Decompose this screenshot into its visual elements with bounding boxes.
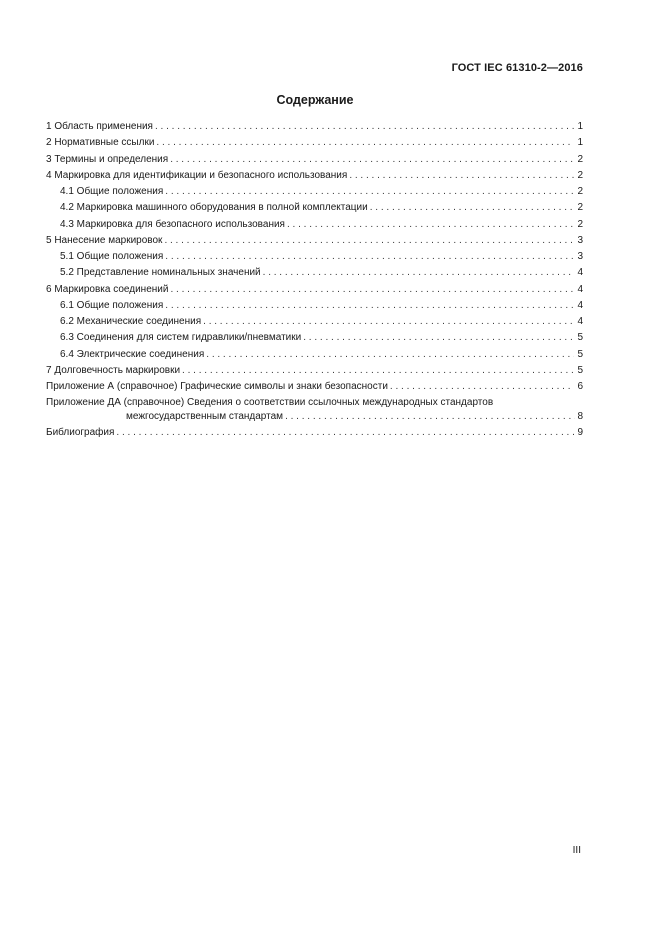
- toc-entry-label: 6.4 Электрические соединения: [60, 348, 205, 360]
- toc-entry-label: 7 Долговечность маркировки: [46, 364, 181, 376]
- toc-leader-dots: [349, 168, 574, 184]
- toc-entry[interactable]: [46, 363, 583, 379]
- toc-page-number: 5: [577, 332, 583, 344]
- toc-leader-dots: [285, 410, 575, 424]
- toc-leader-dots: [206, 347, 574, 363]
- toc-entry-appendix-da[interactable]: [46, 396, 583, 423]
- toc-page-number: 5: [577, 348, 583, 360]
- toc-entry-label: 1 Область применения: [46, 121, 153, 132]
- page-title: Содержание: [276, 93, 354, 107]
- toc-entry[interactable]: [46, 265, 583, 281]
- toc-entry-label: 6.1 Общие положения: [60, 299, 164, 311]
- toc-entry[interactable]: [46, 298, 583, 314]
- toc-leader-dots: [263, 265, 574, 281]
- toc-entry[interactable]: [46, 217, 583, 233]
- toc-entry[interactable]: [46, 347, 583, 363]
- toc-page-number: 2: [577, 202, 583, 214]
- toc-leader-dots: [287, 217, 574, 233]
- toc-entry-label: 6 Маркировка соединений: [46, 283, 169, 295]
- toc-entry[interactable]: [46, 233, 583, 249]
- toc-leader-dots: [303, 330, 574, 346]
- toc-entry-label: Приложение А (справочное) Графические символы и знаки безопасности: [46, 381, 388, 392]
- toc-page-number: 4: [577, 316, 583, 327]
- toc-page-number: 1: [577, 137, 583, 149]
- toc-entry[interactable]: [46, 119, 583, 135]
- toc-page-number: 3: [577, 251, 583, 262]
- toc-leader-dots: [165, 249, 574, 265]
- toc-page-number: 4: [577, 299, 583, 311]
- toc-leader-dots: [156, 135, 574, 151]
- toc-page-number: 4: [577, 283, 583, 295]
- toc-leader-dots: [116, 425, 574, 441]
- toc-leader-dots: [170, 282, 574, 298]
- toc-page-number: 2: [577, 186, 583, 197]
- toc-leader-dots: [165, 298, 574, 314]
- toc-entry-label: 4.1 Общие положения: [60, 186, 164, 197]
- toc-leader-dots: [164, 233, 574, 249]
- toc-page-number: 1: [577, 121, 583, 132]
- toc-page-number: 4: [577, 267, 583, 279]
- page-number: III: [572, 845, 581, 856]
- toc-entry[interactable]: [46, 379, 583, 395]
- toc-entry[interactable]: [46, 152, 583, 168]
- toc-entry-bibliography[interactable]: [46, 425, 583, 441]
- toc-leader-dots: [170, 152, 574, 168]
- toc-page-number: 3: [577, 234, 583, 246]
- toc-leader-dots: [370, 200, 574, 216]
- toc-page-number: 9: [577, 427, 583, 439]
- toc-entry-label: 4.2 Маркировка машинного оборудования в полной комплектации: [60, 202, 368, 214]
- toc-page-number: 8: [577, 410, 583, 422]
- toc-entry-label: Приложение ДА (справочное) Сведения о соответствии ссылочных международных стандартов: [46, 397, 494, 409]
- toc-entry[interactable]: [46, 314, 583, 330]
- toc-entry-label: 6.3 Соединения для систем гидравлики/пневматики: [60, 332, 302, 344]
- toc-entry-label: 3 Термины и определения: [46, 153, 169, 165]
- toc-entry[interactable]: [46, 282, 583, 298]
- table-of-contents: [46, 119, 583, 442]
- document-code: ГОСТ IEC 61310-2—2016: [451, 62, 583, 74]
- toc-entry-label: Библиография: [46, 427, 115, 439]
- toc-page-number: 2: [577, 153, 583, 165]
- toc-entry[interactable]: [46, 200, 583, 216]
- toc-entry[interactable]: [46, 135, 583, 151]
- toc-page-number: 5: [577, 364, 583, 376]
- toc-leader-dots: [155, 119, 574, 135]
- toc-page-number: 2: [577, 218, 583, 230]
- toc-leader-dots: [182, 363, 574, 379]
- toc-entry-label-continuation: межгосударственным стандартам: [126, 410, 284, 422]
- toc-entry[interactable]: [46, 184, 583, 200]
- toc-entry-label: 6.2 Механические соединения: [60, 316, 202, 327]
- toc-entry-label: 5.1 Общие положения: [60, 251, 164, 262]
- toc-entry-label: 4.3 Маркировка для безопасного использования: [60, 218, 285, 230]
- toc-entry-label: 5.2 Представление номинальных значений: [60, 267, 261, 279]
- toc-entry-label: 4 Маркировка для идентификации и безопасного использования: [46, 169, 348, 181]
- toc-page-number: 2: [577, 169, 583, 181]
- toc-page-number: 6: [577, 381, 583, 392]
- toc-entry[interactable]: [46, 168, 583, 184]
- toc-entry[interactable]: [46, 330, 583, 346]
- toc-entry[interactable]: [46, 249, 583, 265]
- toc-entry-label: 2 Нормативные ссылки: [46, 137, 155, 149]
- toc-leader-dots: [203, 314, 574, 330]
- toc-entry-label: 5 Нанесение маркировок: [46, 234, 163, 246]
- toc-leader-dots: [390, 379, 574, 395]
- toc-leader-dots: [165, 184, 574, 200]
